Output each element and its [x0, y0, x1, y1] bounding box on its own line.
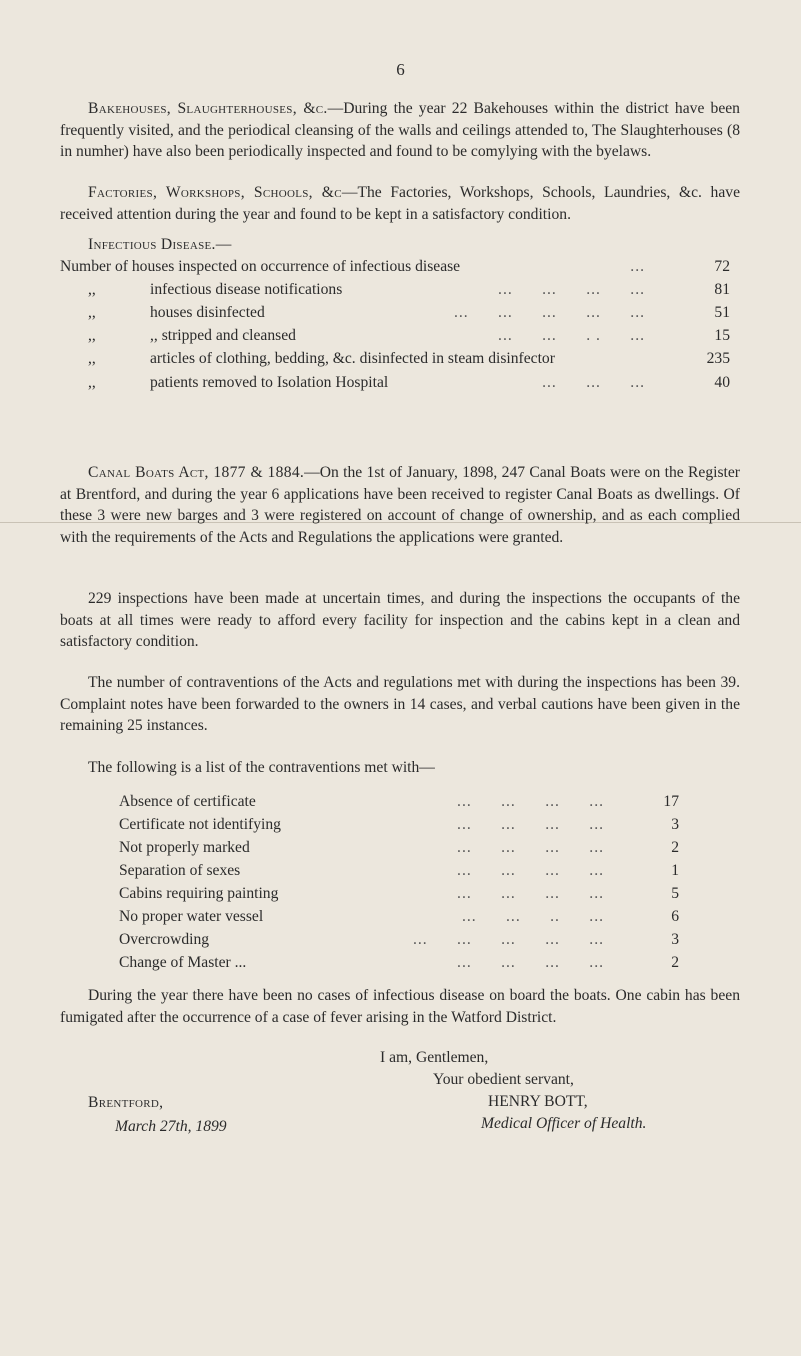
factories-paragraph — [60, 182, 740, 225]
signature-name: HENRY BOTT, — [488, 1093, 588, 1110]
contravention-label: Separation of sexes — [119, 862, 241, 879]
leader-dots: ... ... ... ... — [457, 793, 604, 810]
contravention-row — [119, 838, 679, 858]
contravention-value: 17 — [663, 793, 679, 810]
infectious-row-value: 15 — [714, 327, 730, 344]
contravention-label: No proper water vessel — [119, 908, 264, 925]
leader-dots: ... — [630, 258, 645, 275]
leader-dots: ... ... ... ... — [457, 839, 604, 856]
leader-dots: ... ... .. ... — [461, 908, 604, 925]
infectious-row — [60, 326, 740, 346]
ditto-mark: ,, — [88, 374, 96, 391]
infectious-row — [60, 349, 740, 369]
infectious-row — [60, 373, 740, 393]
bakehouses-text: —During the year 22 Bakehouses within the district have been frequently visited, and the periodical cleansing of the walls and ceilings attended to, The Slaughterhouses (8 in numher) have also been periodically inspected and found to be comylying with the byelaws. — [60, 100, 740, 160]
contravention-row — [119, 930, 679, 950]
contravention-label: Not properly marked — [119, 839, 250, 856]
ditto-mark: ,, — [88, 281, 96, 298]
leader-dots: ... ... ... ... — [457, 885, 604, 902]
contravention-row — [119, 884, 679, 904]
signature-salutation: I am, Gentlemen, — [380, 1049, 489, 1066]
factories-heading: Factories, Workshops, Schools, &c — [88, 184, 342, 201]
contravention-value: 5 — [671, 885, 679, 902]
contravention-label: Cabins requiring painting — [119, 885, 279, 902]
infectious-row-label: houses disinfected — [150, 304, 265, 321]
infectious-row-label: patients removed to Isolation Hospital — [150, 374, 389, 391]
ditto-mark: ,, — [88, 327, 96, 344]
contravention-label: Change of Master ... — [119, 954, 247, 971]
infectious-row-value: 235 — [706, 350, 730, 367]
leader-dots: ... ... ... — [542, 374, 645, 391]
infectious-heading: Infectious Disease.— — [88, 236, 232, 253]
infectious-row — [60, 303, 740, 323]
leader-dots: ... ... ... ... — [498, 281, 645, 298]
canal-heading: Canal Boats Act, 1877 & 1884. — [88, 464, 305, 481]
contravention-value: 3 — [671, 816, 679, 833]
signature-closing: Your obedient servant, — [433, 1071, 574, 1088]
contravention-value: 2 — [671, 954, 679, 971]
contraventions-paragraph — [60, 672, 740, 737]
contravention-label: Overcrowding — [119, 931, 210, 948]
signature-date: March 27th, 1899 — [115, 1118, 227, 1135]
ditto-mark: ,, — [88, 304, 96, 321]
infectious-row-value: 51 — [714, 304, 730, 321]
infectious-row-label: infectious disease notifications — [150, 281, 343, 298]
infectious-row-value: 81 — [714, 281, 730, 298]
leader-dots: ... ... ... ... — [457, 862, 604, 879]
contravention-row — [119, 861, 679, 881]
closing-text: During the year there have been no cases of infectious disease on board the boats. One cabin has been fumigated after the occurrence of a case of fever arising in the Watford District. — [60, 987, 740, 1026]
leader-dots: ... ... ... ... — [457, 816, 604, 833]
signature-place: Brentford, — [88, 1094, 164, 1111]
infectious-row-value: 40 — [714, 374, 730, 391]
contravention-label: Absence of certificate — [119, 793, 256, 810]
infectious-row-label: Number of houses inspected on occurrence of infectious disease — [60, 258, 461, 275]
page-number: 6 — [396, 60, 405, 79]
contravention-row — [119, 907, 679, 927]
contravention-value: 1 — [671, 862, 679, 879]
bakehouses-paragraph — [60, 98, 740, 163]
infectious-row-label: articles of clothing, bedding, &c. disinfected in steam disinfector — [150, 350, 555, 367]
contravention-label: Certificate not identifying — [119, 816, 281, 833]
list-intro — [60, 757, 740, 779]
contravention-row — [119, 792, 679, 812]
contravention-value: 2 — [671, 839, 679, 856]
canal-paragraph — [60, 462, 740, 548]
contraventions-text: The number of contraventions of the Acts and regulations met with during the inspections has been 39. Complaint notes have been forwarded to the owners in 14 cases, and verbal cautions have been given in the remaining 25 instances. — [60, 674, 740, 734]
ditto-mark: ,, — [88, 350, 96, 367]
leader-dots: ... ... . . ... — [498, 327, 645, 344]
inspections-text: 229 inspections have been made at uncertain times, and during the inspections the occupants of the boats at all times were ready to afford every facility for inspection and the cabins kept in a clean and satisfactory condition. — [60, 590, 740, 650]
canal-text: —On the 1st of January, 1898, 247 Canal Boats were on the Register at Brentford, and during the year 6 applications have been received to register Canal Boats as dwellings. Of these 3 were new barges and 3 were registered on account of change of ownership, and as each complied with the requirements of the Acts and Regulations the applications were granted. — [60, 464, 741, 546]
leader-dots: ... ... ... ... — [457, 954, 604, 971]
leader-dots: ... ... ... ... ... — [453, 304, 645, 321]
closing-paragraph — [60, 985, 740, 1028]
contravention-value: 6 — [671, 908, 679, 925]
signature-title: Medical Officer of Health. — [481, 1115, 647, 1132]
infectious-row-value: 72 — [714, 258, 730, 275]
inspections-paragraph — [60, 588, 740, 653]
contravention-row — [119, 815, 679, 835]
factories-text: —The Factories, Workshops, Schools, Laundries, &c. have received attention during the year and found to be kept in a satisfactory condition. — [60, 184, 740, 223]
contravention-value: 3 — [671, 931, 679, 948]
infectious-row — [60, 280, 740, 300]
contravention-row — [119, 953, 679, 973]
leader-dots: ... ... ... ... ... — [412, 931, 604, 948]
infectious-row-label: ,, stripped and cleansed — [150, 327, 296, 344]
list-intro-text: The following is a list of the contraventions met with— — [88, 759, 435, 776]
infectious-row — [60, 257, 740, 277]
bakehouses-heading: Bakehouses, Slaughterhouses, &c. — [88, 100, 328, 117]
